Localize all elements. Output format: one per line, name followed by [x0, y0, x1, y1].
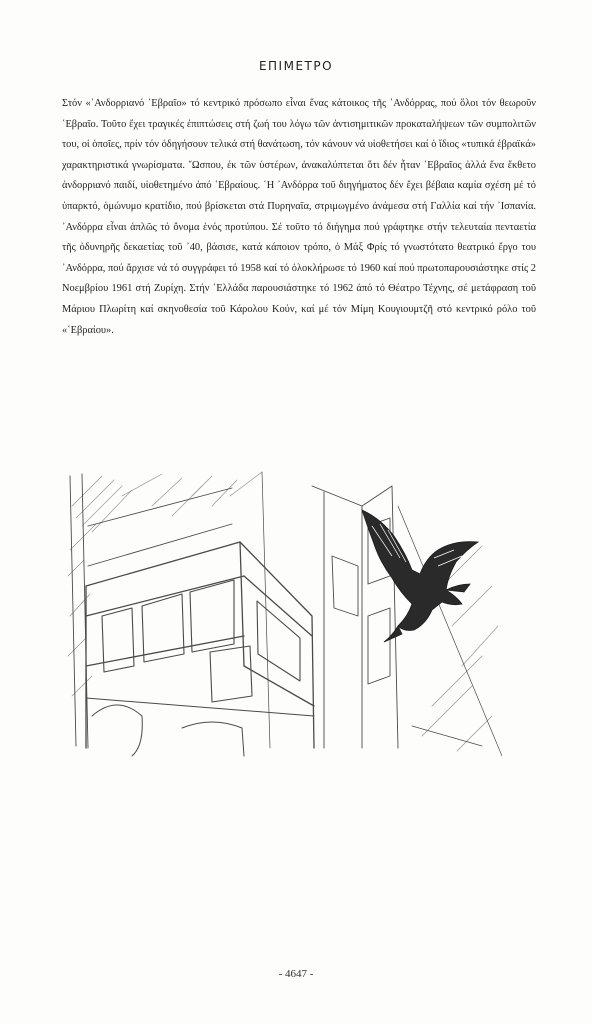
paragraph: Στόν «᾿Ανδορριανό ῾Εβραῖο» τό κεντρικό πρόσωπο εἶναι ἕνας κάτοικος τῆς ᾿Ανδόρρας, πού ὅλοι τόν θεωροῦν ῾Εβραῖο. Τοῦτο ἔχει τραγικές ἐπιπτώσεις στή ζωή του λόγω τῶν ἀντισημιτικῶν προκαταλήψεων τῶν συμπολιτῶν του, οἱ ὁποῖες, πρίν τόν ὁδηγήσουν τελικά στή θανάτωση, τόν κάνουν νά υἱοθετήσει καί ὁ ἴδιος «τυπικά ἑβραϊκά» χαρακτηριστικά γνωρίσματα. ῞Ωσπου, ἐκ τῶν ὑστέρων, ἀνακαλύπτεται ὅτι δέν ἦταν ῾Εβραῖος ἀλλά ἕνα ἔκθετο ἀνδορριανό παιδί, υἱοθετημένο ἀπό ῾Εβραίους. ῾Η ᾿Ανδόρρα τοῦ διηγήματος δέν ἔχει βέβαια καμία σχέση μέ τό ὑπαρκτό, ὁμώνυμο κρατίδιο, πού βρίσκεται στά Πυρηναῖα, στριμωγμένο ἀνάμεσα στή Γαλλία καί τήν ᾿Ισπανία. ᾿Ανδόρρα εἶναι ἁπλῶς τό ὄνομα ἑνός προτύπου. Σέ τοῦτο τό διήγημα πού γράφτηκε στήν τελευταία πενταετία τῆς ὀδυνηρῆς δεκαετίας τοῦ ᾿40, βάσισε, κατά κάποιον τρόπο, ὁ Μάξ Φρίς τό γνωστότατο θεατρικό ἔργο του ᾿Ανδόρρα, πού ἄρχισε νά τό συγγράφει τό 1958 καί τό ὁλοκλήρωσε τό 1960 καί πού πρωτοπαρουσιάστηκε στίς 2 Νοεμβρίου 1961 στή Ζυρίχη. Στήν ῾Ελλάδα παρουσιάστηκε τό 1962 ἀπό τό Θέατρο Τέχνης, σέ μετάφραση τοῦ Μάριου Πλωρίτη καί σκηνοθεσία τοῦ Κάρολου Κούν, καί μέ τόν Μίμη Κουγιουμτζῆ στό κεντρικό ρόλο τοῦ «῾Εβραίου». — [62, 98, 536, 336]
sketch-illustration-icon — [62, 466, 502, 758]
page-number: - 4647 - — [278, 968, 314, 980]
page-title: ΕΠΙΜΕΤΡΟ — [258, 59, 334, 73]
body-text — [62, 94, 536, 341]
